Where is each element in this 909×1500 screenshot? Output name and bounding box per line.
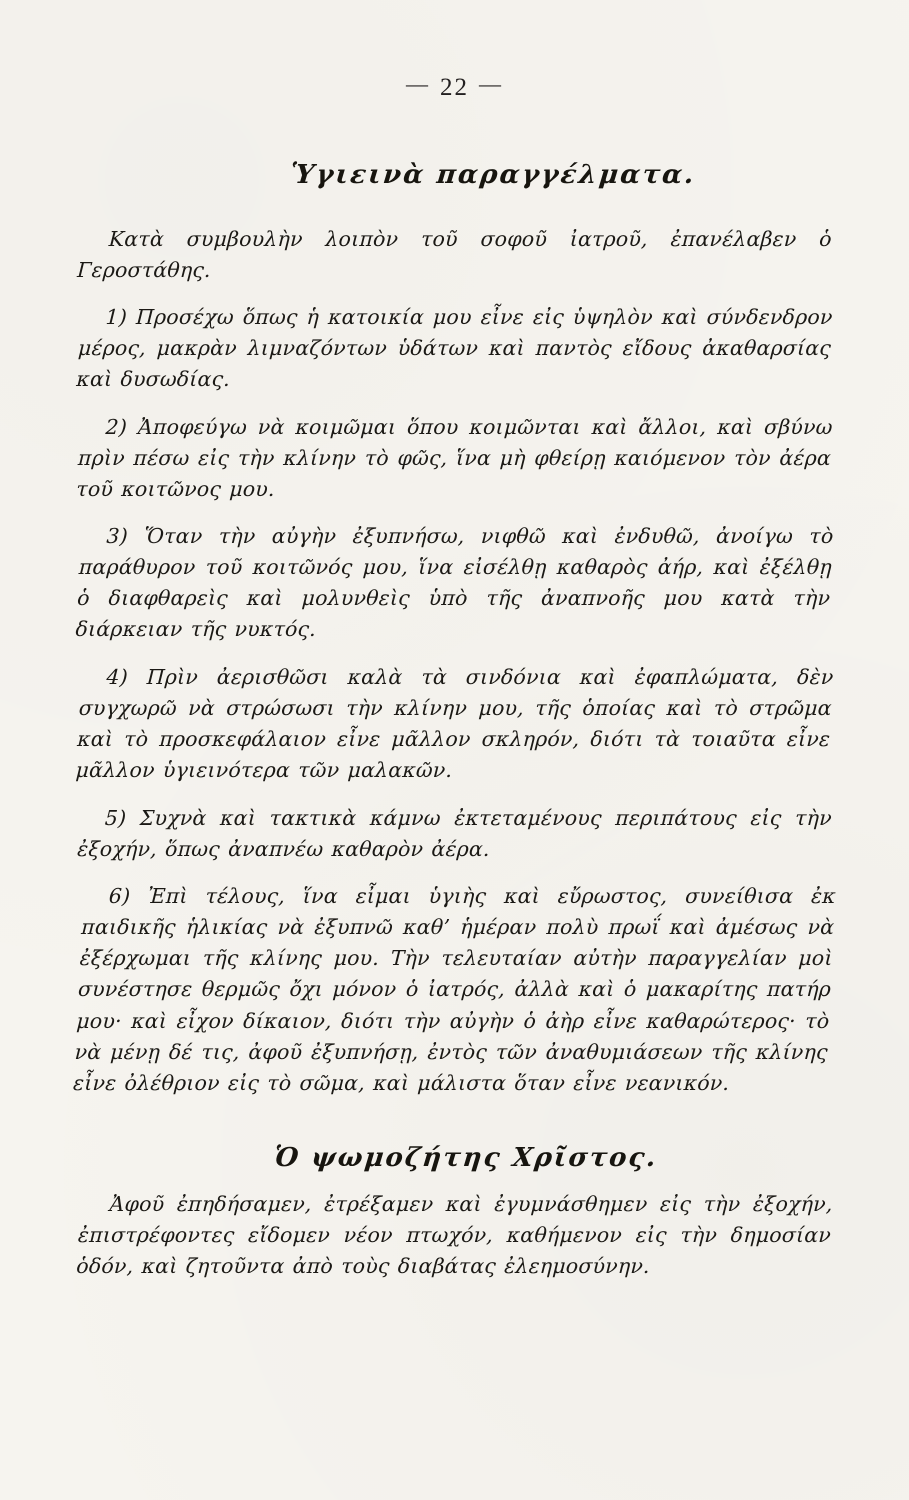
- page-number-value: 22: [440, 74, 469, 101]
- paragraph-text: Κατὰ συμβουλὴν λοιπὸν τοῦ σοφοῦ ἰατροῦ, ἐπανέλαβεν ὁ Γεροστάθης.: [76, 227, 833, 283]
- page-number: [78, 0, 831, 102]
- paragraph-text: 2) Ἀποφεύγω νὰ κοιμῶμαι ὅπου κοιμῶνται καὶ ἄλλοι, καὶ σβύνω πρὶν πέσω εἰς τὴν κλίνην τὸ φῶς, ἵνα μὴ φθείρῃ καιόμενον τὸν ἀέρα τοῦ κοιτῶνος μου.: [75, 414, 834, 502]
- paragraph-rule-3: [75, 521, 835, 646]
- section-heading-christos: Ὁ ψωμοζήτης Χρῖστος.: [272, 1142, 660, 1173]
- paragraph-rule-5: [76, 803, 832, 865]
- page-number-right-dash: —: [479, 71, 503, 96]
- paragraph-text: 3) Ὅταν τὴν αὐγὴν ἐξυπνήσω, νιφθῶ καὶ ἐνδυθῶ, ἀνοίγω τὸ παράθυρον τοῦ κοιτῶνός μου, ἵνα εἰσέλθῃ καθαρὸς ἀήρ, καὶ ἐξέλθῃ ὁ διαφθαρεὶς καὶ μολυνθεὶς ὑπὸ τῆς ἀναπνοῆς μου κατὰ τὴν διάρκειαν τῆς νυκτός.: [74, 524, 835, 642]
- paragraph-text: 4) Πρὶν ἀερισθῶσι καλὰ τὰ σινδόνια καὶ ἐφαπλώματα, δὲν συγχωρῶ νὰ στρώσωσι τὴν κλίνην μου, τῆς ὁποίας καὶ τὸ στρῶμα καὶ τὸ προσκεφάλαιον εἶνε μᾶλλον σκληρόν, διότι τὰ τοιαῦτα εἶνε μᾶλλον ὑγιεινότερα τῶν μαλακῶν.: [74, 664, 835, 783]
- paragraph-christos-1: [76, 1189, 834, 1282]
- paragraph-text: 5) Συχνὰ καὶ τακτικὰ κάμνω ἐκτεταμένους περιπάτους εἰς τὴν ἐξοχήν, ὅπως ἀναπνέω καθαρὸν ἀέρα.: [76, 805, 833, 861]
- paragraph-rule-1: [76, 302, 834, 395]
- page-number-left-dash: —: [406, 71, 430, 96]
- paragraph-rule-4: [75, 662, 835, 787]
- paragraph-text: Ἀφοῦ ἐπηδήσαμεν, ἐτρέξαμεν καὶ ἐγυμνάσθημεν εἰς τὴν ἐξοχήν, ἐπιστρέφοντες εἴδομεν νέον πτωχόν, καθήμενον εἰς τὴν δημοσίαν ὁδόν, καὶ ζητοῦντα ἀπὸ τοὺς διαβάτας ἐλεημοσύνην.: [75, 1191, 834, 1279]
- paragraph-intro: [76, 224, 832, 286]
- paragraph-text: 1) Προσέχω ὅπως ἡ κατοικία μου εἶνε εἰς ὑψηλὸν καὶ σύνδενδρον μέρος, μακρὰν λιμναζόντων ὑδάτων καὶ παντὸς εἴδους ἀκαθαρσίας καὶ δυσωδίας.: [75, 305, 834, 392]
- paragraph-rule-2: [76, 412, 834, 505]
- paragraph-rule-6: [72, 881, 836, 1099]
- paragraph-text: 6) Ἐπὶ τέλους, ἵνα εἶμαι ὑγιὴς καὶ εὔρωστος, συνείθισα ἐκ παιδικῆς ἡλικίας νὰ ἐξυπνῶ καθ’ ἡμέραν πολὺ πρωΐ καὶ ἀμέσως νὰ ἐξέρχωμαι τῆς κλίνης μου. Τὴν τελευταίαν αὐτὴν παραγγελίαν μοὶ συνέστησε θερμῶς ὄχι μόνον ὁ ἰατρός, ἀλλὰ καὶ ὁ μακαρίτης πατήρ μου· καὶ εἶχον δίκαιον, διότι τὴν αὐγὴν ὁ ἀὴρ εἶνε καθαρώτερος· τὸ νὰ μένῃ δέ τις, ἀφοῦ ἐξυπνήσῃ, ἐντὸς τῶν ἀναθυμιάσεων τῆς κλίνης εἶνε ὀλέθριον εἰς τὸ σῶμα, καὶ μάλιστα ὅταν εἶνε νεανικόν.: [72, 883, 837, 1095]
- section-heading-hygiene: Ὑγιεινὰ παραγγέλματα.: [288, 160, 698, 190]
